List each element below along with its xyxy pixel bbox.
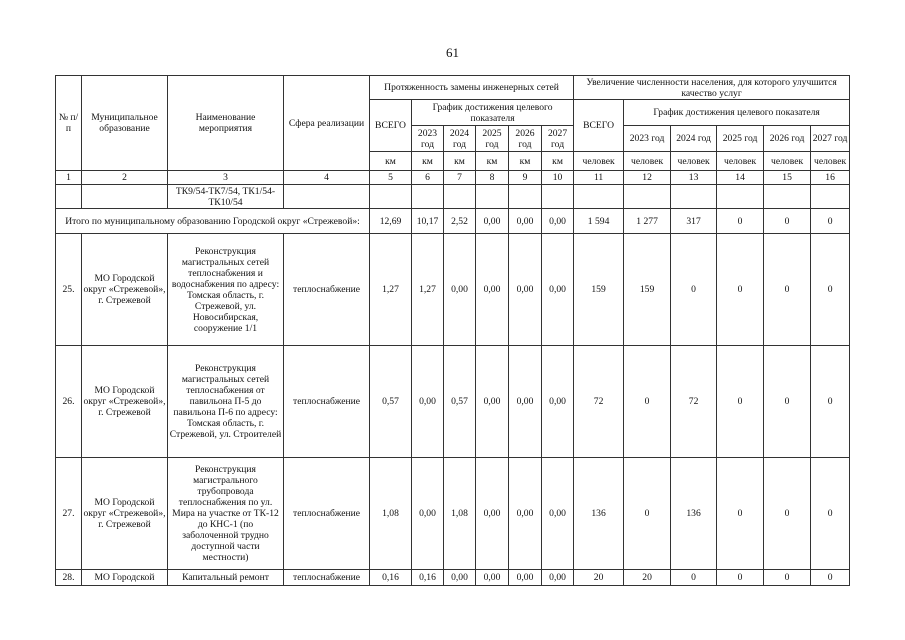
- col-number: 13: [671, 171, 717, 185]
- unit-km: км: [509, 152, 542, 171]
- unit-people: человек: [717, 152, 764, 171]
- row-value: 0,00: [542, 570, 574, 586]
- row-value: 136: [671, 458, 717, 570]
- col-number: 14: [717, 171, 764, 185]
- row-num: 28.: [56, 570, 82, 586]
- row-sphere: теплоснабжение: [284, 570, 370, 586]
- unit-km: км: [444, 152, 476, 171]
- unit-people: человек: [811, 152, 850, 171]
- header-schedule-km: График достижения целевого показателя: [412, 100, 574, 126]
- row-value: 0: [717, 570, 764, 586]
- row-value: 0: [811, 346, 850, 458]
- row-value: 136: [574, 458, 624, 570]
- header-year: 2024 год: [444, 126, 476, 152]
- unit-km: км: [542, 152, 574, 171]
- header-year: 2023 год: [624, 126, 671, 152]
- row-value: 159: [574, 234, 624, 346]
- header-year: 2026 год: [509, 126, 542, 152]
- header-year: 2026 год: [764, 126, 811, 152]
- row-value: 0: [764, 346, 811, 458]
- row-value: 0,57: [444, 346, 476, 458]
- row-num: 26.: [56, 346, 82, 458]
- row-value: 0: [671, 570, 717, 586]
- row-value: 0,00: [476, 234, 509, 346]
- continuation-name: ТК9/54-ТК7/54, ТК1/54-ТК10/54: [168, 185, 284, 209]
- row-municipality: МО Городской округ «Стрежевой», г. Стрежевой: [82, 458, 168, 570]
- col-number: 12: [624, 171, 671, 185]
- row-num: 25.: [56, 234, 82, 346]
- row-value: 0: [717, 458, 764, 570]
- unit-people: человек: [624, 152, 671, 171]
- row-value: 0,00: [509, 570, 542, 586]
- row-value: 0: [717, 234, 764, 346]
- unit-people: человек: [574, 152, 624, 171]
- header-year: 2025 год: [717, 126, 764, 152]
- row-value: 0,00: [509, 458, 542, 570]
- row-value: 0,00: [444, 570, 476, 586]
- infrastructure-table: [55, 75, 850, 586]
- header-year: 2024 год: [671, 126, 717, 152]
- page-number: 61: [446, 45, 459, 60]
- row-value: 0,00: [542, 346, 574, 458]
- row-value: 0: [671, 234, 717, 346]
- row-value: 1,27: [412, 234, 444, 346]
- row-name: Реконструкция магистрального трубопровода теплоснабжения по ул. Мира на участке от ТК-12 до КНС-1 (по заболоченной трудно доступной части местности): [168, 458, 284, 570]
- col-number: 7: [444, 171, 476, 185]
- row-municipality: МО Городской округ «Стрежевой», г. Стрежевой: [82, 234, 168, 346]
- table-row: [56, 570, 850, 586]
- header-pop-group: Увеличение численности населения, для которого улучшится качество услуг: [574, 76, 850, 100]
- col-number: 5: [370, 171, 412, 185]
- subtotal-value: 0,00: [509, 209, 542, 234]
- subtotal-value: 317: [671, 209, 717, 234]
- column-numbers-row: [56, 171, 850, 185]
- row-value: 0: [717, 346, 764, 458]
- header-municipality: Муниципальное образование: [82, 76, 168, 171]
- row-value: 159: [624, 234, 671, 346]
- header-total-km: ВСЕГО: [370, 100, 412, 152]
- subtotal-value: 1 594: [574, 209, 624, 234]
- row-name: Капитальный ремонт: [168, 570, 284, 586]
- subtotal-value: 12,69: [370, 209, 412, 234]
- row-value: 0,16: [370, 570, 412, 586]
- row-value: 72: [574, 346, 624, 458]
- unit-people: человек: [671, 152, 717, 171]
- row-name: Реконструкция магистральных сетей теплоснабжения от павильона П-5 до павильона П-6 по адресу: Томская область, г. Стрежевой, ул. Строителей: [168, 346, 284, 458]
- col-number: 10: [542, 171, 574, 185]
- header-year: 2025 год: [476, 126, 509, 152]
- row-municipality: МО Городской: [82, 570, 168, 586]
- row-sphere: теплоснабжение: [284, 234, 370, 346]
- header-name: Наименование мероприятия: [168, 76, 284, 171]
- subtotal-row: [56, 209, 850, 234]
- col-number: 15: [764, 171, 811, 185]
- row-value: 0,16: [412, 570, 444, 586]
- row-value: 1,08: [370, 458, 412, 570]
- row-value: 0,00: [412, 458, 444, 570]
- table-row: [56, 234, 850, 346]
- col-number: 11: [574, 171, 624, 185]
- row-value: 20: [624, 570, 671, 586]
- col-number: 3: [168, 171, 284, 185]
- row-value: 20: [574, 570, 624, 586]
- row-value: 0: [811, 458, 850, 570]
- header-total-people: ВСЕГО: [574, 100, 624, 152]
- row-municipality: МО Городской округ «Стрежевой», г. Стрежевой: [82, 346, 168, 458]
- row-value: 1,27: [370, 234, 412, 346]
- col-number: 6: [412, 171, 444, 185]
- row-sphere: теплоснабжение: [284, 346, 370, 458]
- row-value: 0: [764, 234, 811, 346]
- row-num: 27.: [56, 458, 82, 570]
- header-schedule-people: График достижения целевого показателя: [624, 100, 850, 126]
- col-number: 1: [56, 171, 82, 185]
- row-name: Реконструкция магистральных сетей теплоснабжения и водоснабжения по адресу: Томская область, г. Стрежевой, ул. Новосибирская, сооружение 1/1: [168, 234, 284, 346]
- row-value: 0,00: [412, 346, 444, 458]
- row-value: 0,00: [509, 234, 542, 346]
- row-value: 1,08: [444, 458, 476, 570]
- subtotal-value: 0,00: [476, 209, 509, 234]
- row-value: 0,57: [370, 346, 412, 458]
- subtotal-value: 0: [717, 209, 764, 234]
- header-year: 2023 год: [412, 126, 444, 152]
- row-value: 0: [764, 458, 811, 570]
- row-value: 0,00: [476, 346, 509, 458]
- subtotal-label: Итого по муниципальному образованию Городской округ «Стрежевой»:: [56, 209, 370, 234]
- row-value: 0,00: [542, 234, 574, 346]
- table-row: [56, 458, 850, 570]
- subtotal-value: 2,52: [444, 209, 476, 234]
- row-value: 0: [624, 346, 671, 458]
- unit-km: км: [370, 152, 412, 171]
- unit-people: человек: [764, 152, 811, 171]
- subtotal-value: 0,00: [542, 209, 574, 234]
- row-value: 72: [671, 346, 717, 458]
- row-value: 0,00: [476, 458, 509, 570]
- col-number: 9: [509, 171, 542, 185]
- subtotal-value: 0: [811, 209, 850, 234]
- unit-km: км: [412, 152, 444, 171]
- row-value: 0,00: [509, 346, 542, 458]
- row-sphere: теплоснабжение: [284, 458, 370, 570]
- header-length-group: Протяженность замены инженерных сетей: [370, 76, 574, 100]
- subtotal-value: 1 277: [624, 209, 671, 234]
- table-row: [56, 346, 850, 458]
- col-number: 8: [476, 171, 509, 185]
- col-number: 16: [811, 171, 850, 185]
- subtotal-value: 0: [764, 209, 811, 234]
- row-value: 0: [764, 570, 811, 586]
- row-value: 0,00: [444, 234, 476, 346]
- header-year: 2027 год: [811, 126, 850, 152]
- row-value: 0: [811, 234, 850, 346]
- header-sphere: Сфера реализации: [284, 76, 370, 171]
- col-number: 4: [284, 171, 370, 185]
- row-value: 0,00: [542, 458, 574, 570]
- row-value: 0,00: [476, 570, 509, 586]
- continuation-row: [56, 185, 850, 209]
- header-num: № п/п: [56, 76, 82, 171]
- header-year: 2027 год: [542, 126, 574, 152]
- unit-km: км: [476, 152, 509, 171]
- row-value: 0: [811, 570, 850, 586]
- row-value: 0: [624, 458, 671, 570]
- col-number: 2: [82, 171, 168, 185]
- subtotal-value: 10,17: [412, 209, 444, 234]
